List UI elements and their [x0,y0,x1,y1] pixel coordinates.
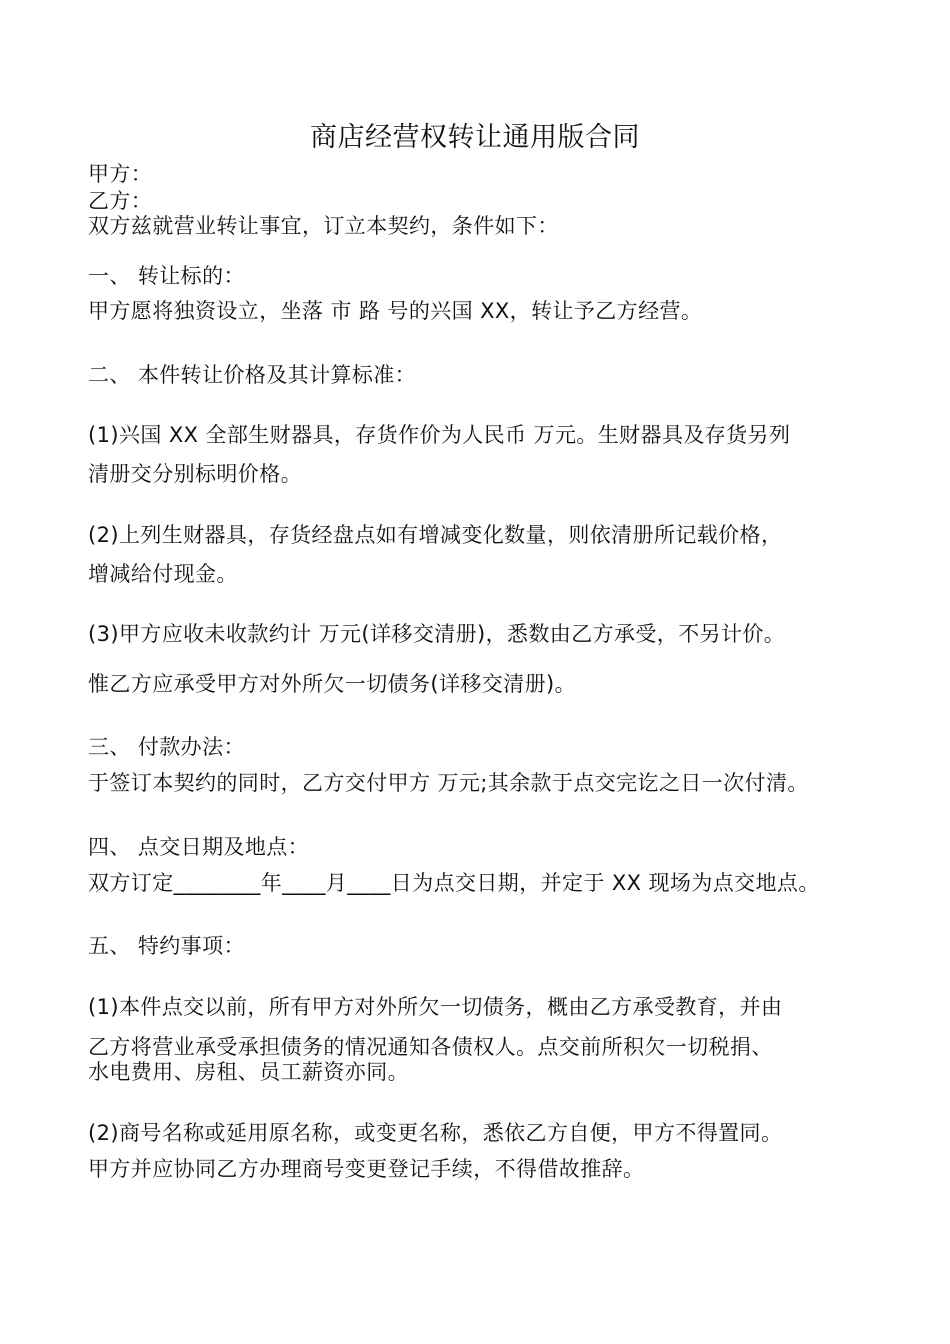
section-2-heading: 二、 本件转让价格及其计算标准： [88,363,417,387]
section-2-item-2-line-1: (2)上列生财器具，存货经盘点如有增减变化数量，则依清册所记载价格， [88,523,783,547]
party-a-label: 甲方： [88,162,153,186]
section-5-item-2-line-1: (2)商号名称或延用原名称，或变更名称，悉依乙方自便，甲方不得置同。 [88,1121,783,1145]
section-2-item-3-line-1: (3)甲方应收未收款约计 万元(详移交清册)，悉数由乙方承受，不另计价。 [88,622,786,646]
section-1-heading: 一、 转让标的： [88,264,245,288]
section-5-item-1-line-1: (1)本件点交以前，所有甲方对外所欠一切债务，概由乙方承受教育，并由 [88,995,783,1019]
section-5-item-1-line-3: 水电费用、房租、员工薪资亦同。 [88,1060,409,1084]
section-4-heading: 四、 点交日期及地点： [88,835,310,859]
section-3-body: 于签订本契约的同时，乙方交付甲方 万元;其余款于点交完讫之日一次付清。 [88,771,809,795]
section-2-item-3-line-2: 惟乙方应承受甲方对外所欠一切债务(详移交清册)。 [88,672,576,696]
section-5-item-2-line-2: 甲方并应协同乙方办理商号变更登记手续，不得借故推辞。 [88,1157,645,1181]
section-5-item-1-line-2: 乙方将营业承受承担债务的情况通知各债权人。点交前所积欠一切税捐、 [88,1035,773,1059]
section-2-item-1-line-2: 清册交分别标明价格。 [88,462,302,486]
section-2-item-1-line-1: (1)兴国 XX 全部生财器具，存货作价为人民币 万元。生财器具及存货另列 [88,423,791,447]
section-2-item-2-line-2: 增减给付现金。 [88,562,238,586]
document-title: 商店经营权转让通用版合同 [310,122,640,153]
section-1-body: 甲方愿将独资设立，坐落 市 路 号的兴国 XX，转让予乙方经营。 [88,299,703,323]
intro-paragraph: 双方兹就营业转让事宜，订立本契约，条件如下： [88,214,559,238]
section-5-heading: 五、 特约事项： [88,934,245,958]
section-3-heading: 三、 付款办法： [88,735,245,759]
section-4-body: 双方订定________年____月____日为点交日期，并定于 XX 现场为点交地点。 [88,871,820,895]
party-b-label: 乙方： [88,189,153,213]
